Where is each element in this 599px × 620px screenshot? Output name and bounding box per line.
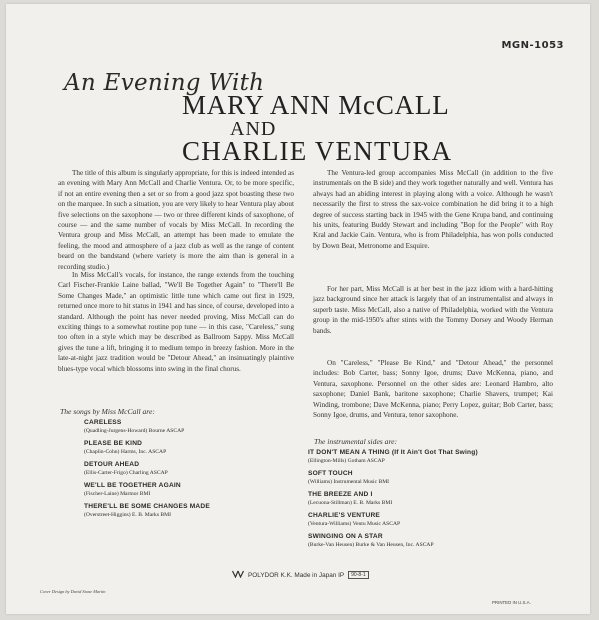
song-title: WE'LL BE TOGETHER AGAIN (84, 482, 181, 489)
album-back-cover (6, 4, 590, 614)
song-title: IT DON'T MEAN A THING (If It Ain't Got That Swing) (308, 449, 478, 456)
label-footer (232, 570, 369, 580)
vocal-song-4 (84, 481, 181, 498)
title-and: AND (230, 118, 277, 140)
title-evening: An Evening With (64, 70, 265, 96)
song-credit: (Williams) Instrumental Music BMI (308, 479, 390, 485)
label-text: POLYDOR K.K. Made in Japan IP (248, 571, 345, 579)
song-credit: (Quadling-Jurgens-Howard) Bourne ASCAP (84, 428, 185, 434)
vocal-song-2 (84, 439, 166, 456)
liner-notes-right-para3: On "Careless," "Please Be Kind," and "Detour Ahead," the personnel includes: Bob Carter, bass; Sonny Igoe, drums; Dave McKenna, piano, and Ventura, saxophone. Personnel on the other sides are: Leonard Hambro, alto saxophone; Daniel Bank, baritone saxophone; Charlie Shavers, trumpet; Kai Winding, trombone; Dave McKenna, piano; Perry Lopez, guitar; Bob Carter, bass; Sonny Igoe, drums, and Ventura, tenor saxophone. (313, 359, 553, 420)
song-title: SOFT TOUCH (308, 470, 353, 477)
song-credit: (Lecuona-Stillman) E. B. Marks BMI (308, 500, 393, 506)
song-title: THE BREEZE AND I (308, 491, 373, 498)
instrumental-songs-header: The instrumental sides are: (314, 437, 398, 446)
cover-design-credit: Cover Design by David Stone Martin (40, 589, 106, 594)
liner-notes-right-para1: The Ventura-led group accompanies Miss McCall (in addition to the five instrumentals on the B side) and they work together naturally and well. Ventura has always had an abiding interest in playing along with a voice. Although he wasn't necessarily the first to stress the sax-voice combination he did bring it to a high degree of success starting back in 1945 with the Gene Krupa band, and continuing his units, featuring Buddy Stewart and including "Bop for the People" with Roy Kral and Jackie Cain. Ventura, who is from Philadelphia, has won polls conducted by Down Beat, Metronome and Esquire. (313, 169, 553, 250)
liner-notes-left-para2: In Miss McCall's vocals, for instance, the range extends from the touching Carl Fischer-Frankie Laine ballad, "We'll Be Together Again" to "There'll Be Some Changes Made," an optimistic little tune which came out first in 1929, returned once more to hit status in 1941 and has since, of course, developed into a standard. Although the point has never needed proving, Miss McCall can do exciting things to a somewhat routine pop tune — in this case, "Careless," sung too often in a style which may be described as Ballroom Sappy. Miss McCall gives the tune a lift, bringing it to medium tempo in breezy fashion. More in the late-at-night jazz tradition would be "Detour Ahead," an insinuatingly plaintive blues-type vocal which blossoms into swing in the final chorus. (58, 271, 294, 373)
instrumental-song-1 (308, 448, 478, 465)
verve-logo-icon (232, 570, 244, 580)
instrumental-song-5 (308, 532, 434, 549)
printed-in-usa: PRINTED IN U.S.A. (492, 600, 531, 605)
vocal-song-1 (84, 418, 184, 435)
song-title: THERE'LL BE SOME CHANGES MADE (84, 503, 210, 510)
title-artist-ventura: CHARLIE VENTURA (182, 136, 453, 166)
song-title: SWINGING ON A STAR (308, 533, 383, 540)
vocal-song-5 (84, 502, 210, 519)
song-credit: (Ellington-Mills) Gotham ASCAP (308, 458, 385, 464)
label-code: 90-8-1 (348, 571, 368, 579)
liner-notes-left-para1: The title of this album is singularly appropriate, for this is indeed intended as an evening with Mary Ann McCall and Charlie Ventura. Or, to be more specific, if not an entire evening then a set or so from a good jazz spot boasting these two on the marquee. In such a situation, you are very likely to hear Ventura play about five selections on the saxophone — two or three different kinds of saxophone, of course — and the same number of vocals by Miss McCall. In recording the Ventura group and Miss McCall, an attempt has been made to emulate the feeling, the mood and atmosphere of a jazz club as well as the range of content beard on the bandstand (where variety is more the aim than is general in a recording studio.) (58, 169, 294, 271)
catalog-number: MGN-1053 (501, 40, 564, 51)
song-credit: (Chaplin-Cohn) Harms, Inc. ASCAP (84, 449, 167, 455)
song-credit: (Ellis-Carter-Frigo) Charling ASCAP (84, 470, 168, 476)
instrumental-song-4 (308, 511, 400, 528)
liner-notes-right-para2: For her part, Miss McCall is at her best in the jazz idiom with a hard-hitting jazz background since her attack is largely that of an instrumentalist and always in superb taste. Miss McCall, also a native of Philadelphia, worked with the Ventura group in the mid-1950's after stints with the Tommy Dorsey and Woody Herman bands. (313, 285, 553, 335)
vocal-song-3 (84, 460, 168, 477)
instrumental-song-3 (308, 490, 392, 507)
song-credit: (Fischer-Laine) Marmor BMI (84, 491, 151, 497)
vocal-songs-header: The songs by Miss McCall are: (60, 407, 155, 416)
song-credit: (Ventura-Williams) Ventu Music ASCAP (308, 521, 401, 527)
title-artist-mccall: MARY ANN McCALL (182, 90, 450, 120)
song-credit: (Burke-Van Heusen) Burke & Van Heusen, Inc. ASCAP (308, 542, 434, 548)
instrumental-song-2 (308, 469, 389, 486)
song-credit: (Overstreet-Higgins) E. B. Marks BMI (84, 512, 171, 518)
song-title: CARELESS (84, 419, 122, 426)
song-title: CHARLIE'S VENTURE (308, 512, 381, 519)
song-title: DETOUR AHEAD (84, 461, 140, 468)
song-title: PLEASE BE KIND (84, 440, 143, 447)
